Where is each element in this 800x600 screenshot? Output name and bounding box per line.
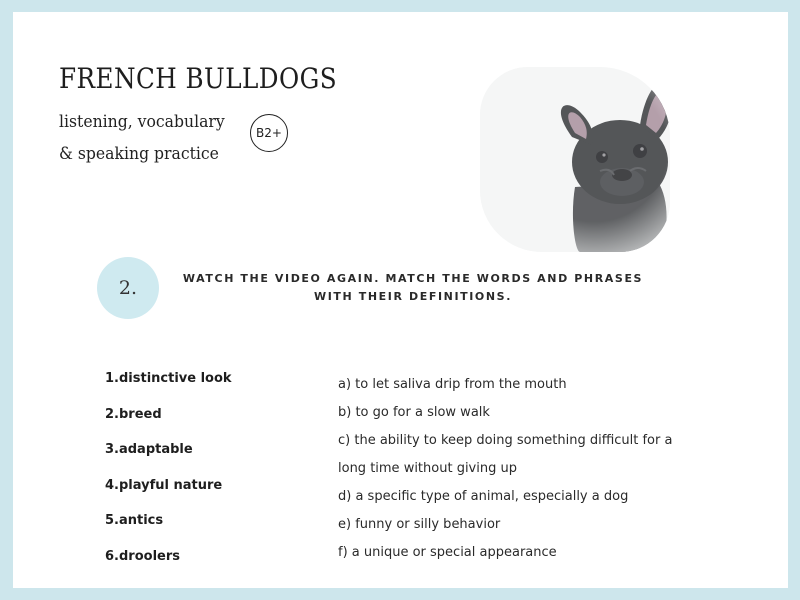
- vocabulary-word: 1.distinctive look: [105, 371, 232, 386]
- dog-illustration: [480, 67, 670, 252]
- definition-item: a) to let saliva drip from the mouth: [338, 377, 567, 392]
- definition-item: c) the ability to keep doing something difficult for a long time without giving up: [338, 433, 673, 476]
- worksheet-page: [13, 12, 788, 588]
- level-badge: B2+: [250, 114, 288, 152]
- exercise-instruction: [173, 270, 653, 306]
- subtitle-line-1: listening, vocabulary: [59, 112, 225, 132]
- vocabulary-word: 4.playful nature: [105, 477, 223, 493]
- page-title: FRENCH BULLDOGS: [59, 62, 338, 95]
- vocabulary-word: 5.antics: [105, 513, 164, 528]
- definition-item: d) a specific type of animal, especially a dog: [338, 489, 629, 504]
- definition-item: e) funny or silly behavior: [338, 517, 501, 532]
- vocabulary-word: 6.droolers: [105, 548, 180, 564]
- vocabulary-word-list: [105, 371, 232, 584]
- instruction-line-1: WATCH THE VIDEO AGAIN. MATCH THE WORDS AND PHRASES: [182, 272, 644, 285]
- definition-list: [338, 371, 698, 567]
- step-number-circle: 2.: [97, 257, 159, 319]
- subtitle-line-2: & speaking practice: [59, 144, 219, 164]
- vocabulary-word: 3.adaptable: [105, 442, 193, 457]
- french-bulldog-photo: [480, 67, 670, 252]
- instruction-line-2: WITH THEIR DEFINITIONS.: [314, 290, 512, 303]
- definition-item: f) a unique or special appearance: [338, 545, 557, 560]
- vocabulary-word: 2.breed: [105, 406, 162, 422]
- subtitle: [59, 106, 225, 170]
- definition-item: b) to go for a slow walk: [338, 405, 490, 420]
